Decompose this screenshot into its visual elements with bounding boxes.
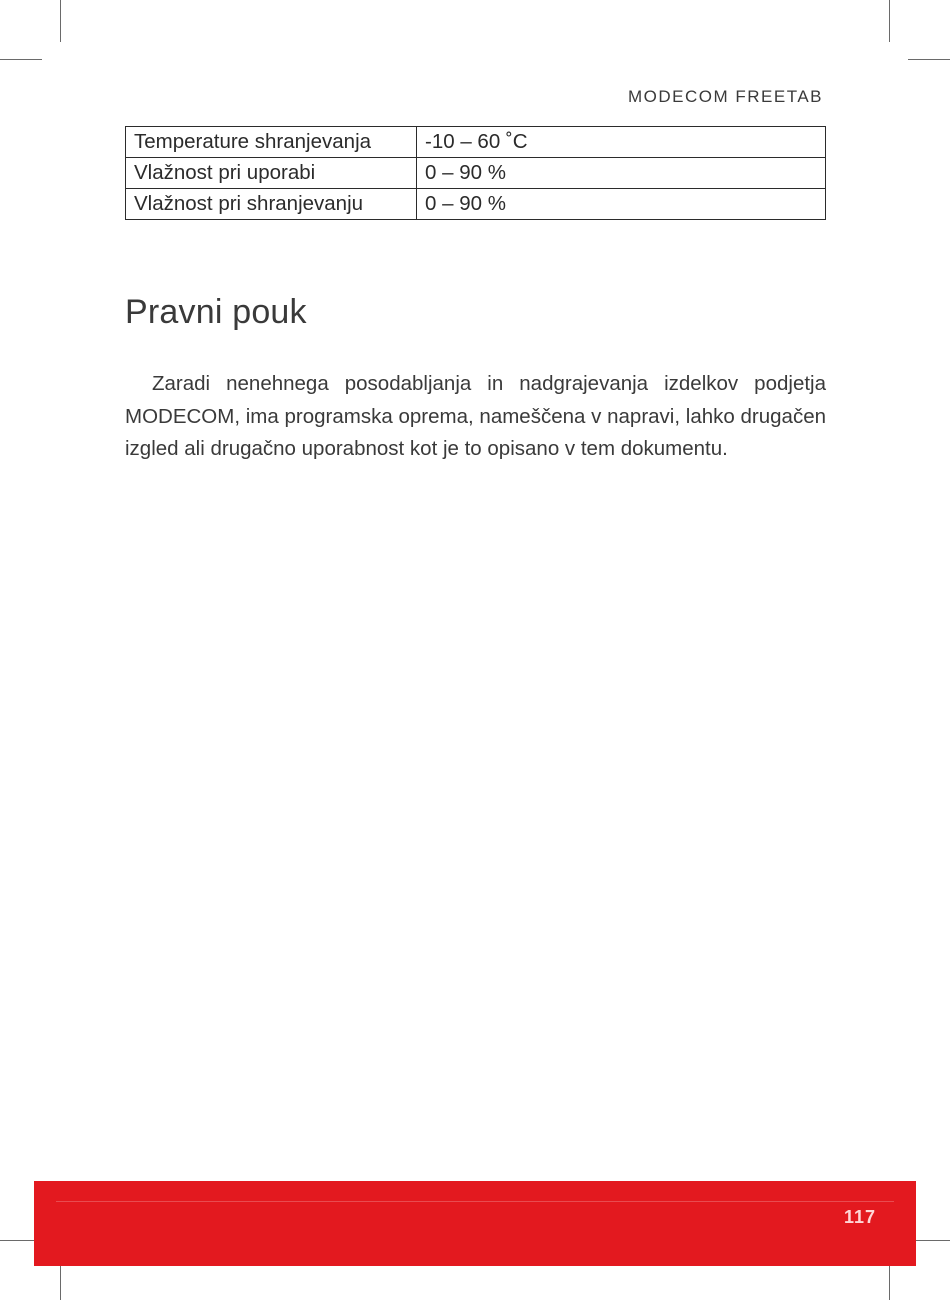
table-cell-label: Temperature shranjevanja [126, 127, 417, 158]
table-cell-label: Vlažnost pri uporabi [126, 158, 417, 189]
body-paragraph: Zaradi nenehnega posodabljanja in nadgrajevanja izdelkov podjetja MODECOM, ima programska oprema, nameščena v napravi, lahko drugačen izgled ali drugačno uporabnost kot je to opisano v tem dokumentu. [125, 372, 826, 461]
crop-mark-top-left-horizontal [0, 59, 42, 60]
specs-table [125, 126, 826, 220]
running-header: MODECOM FREETAB [627, 87, 823, 106]
crop-mark-top-right-horizontal [908, 59, 950, 60]
footer-band [34, 1181, 916, 1266]
footer-divider [56, 1201, 894, 1202]
table-cell-value: 0 – 90 % [417, 189, 826, 220]
table-row [126, 189, 826, 220]
table-cell-value: 0 – 90 % [417, 158, 826, 189]
table-cell-value: -10 – 60 ˚C [417, 127, 826, 158]
section-heading: Pravni pouk [125, 293, 307, 331]
page-number: 117 [843, 1207, 876, 1227]
table-cell-label: Vlažnost pri shranjevanju [126, 189, 417, 220]
crop-mark-top-left [60, 0, 61, 42]
table-row [126, 158, 826, 189]
crop-mark-top-right [889, 0, 890, 42]
table-row [126, 127, 826, 158]
